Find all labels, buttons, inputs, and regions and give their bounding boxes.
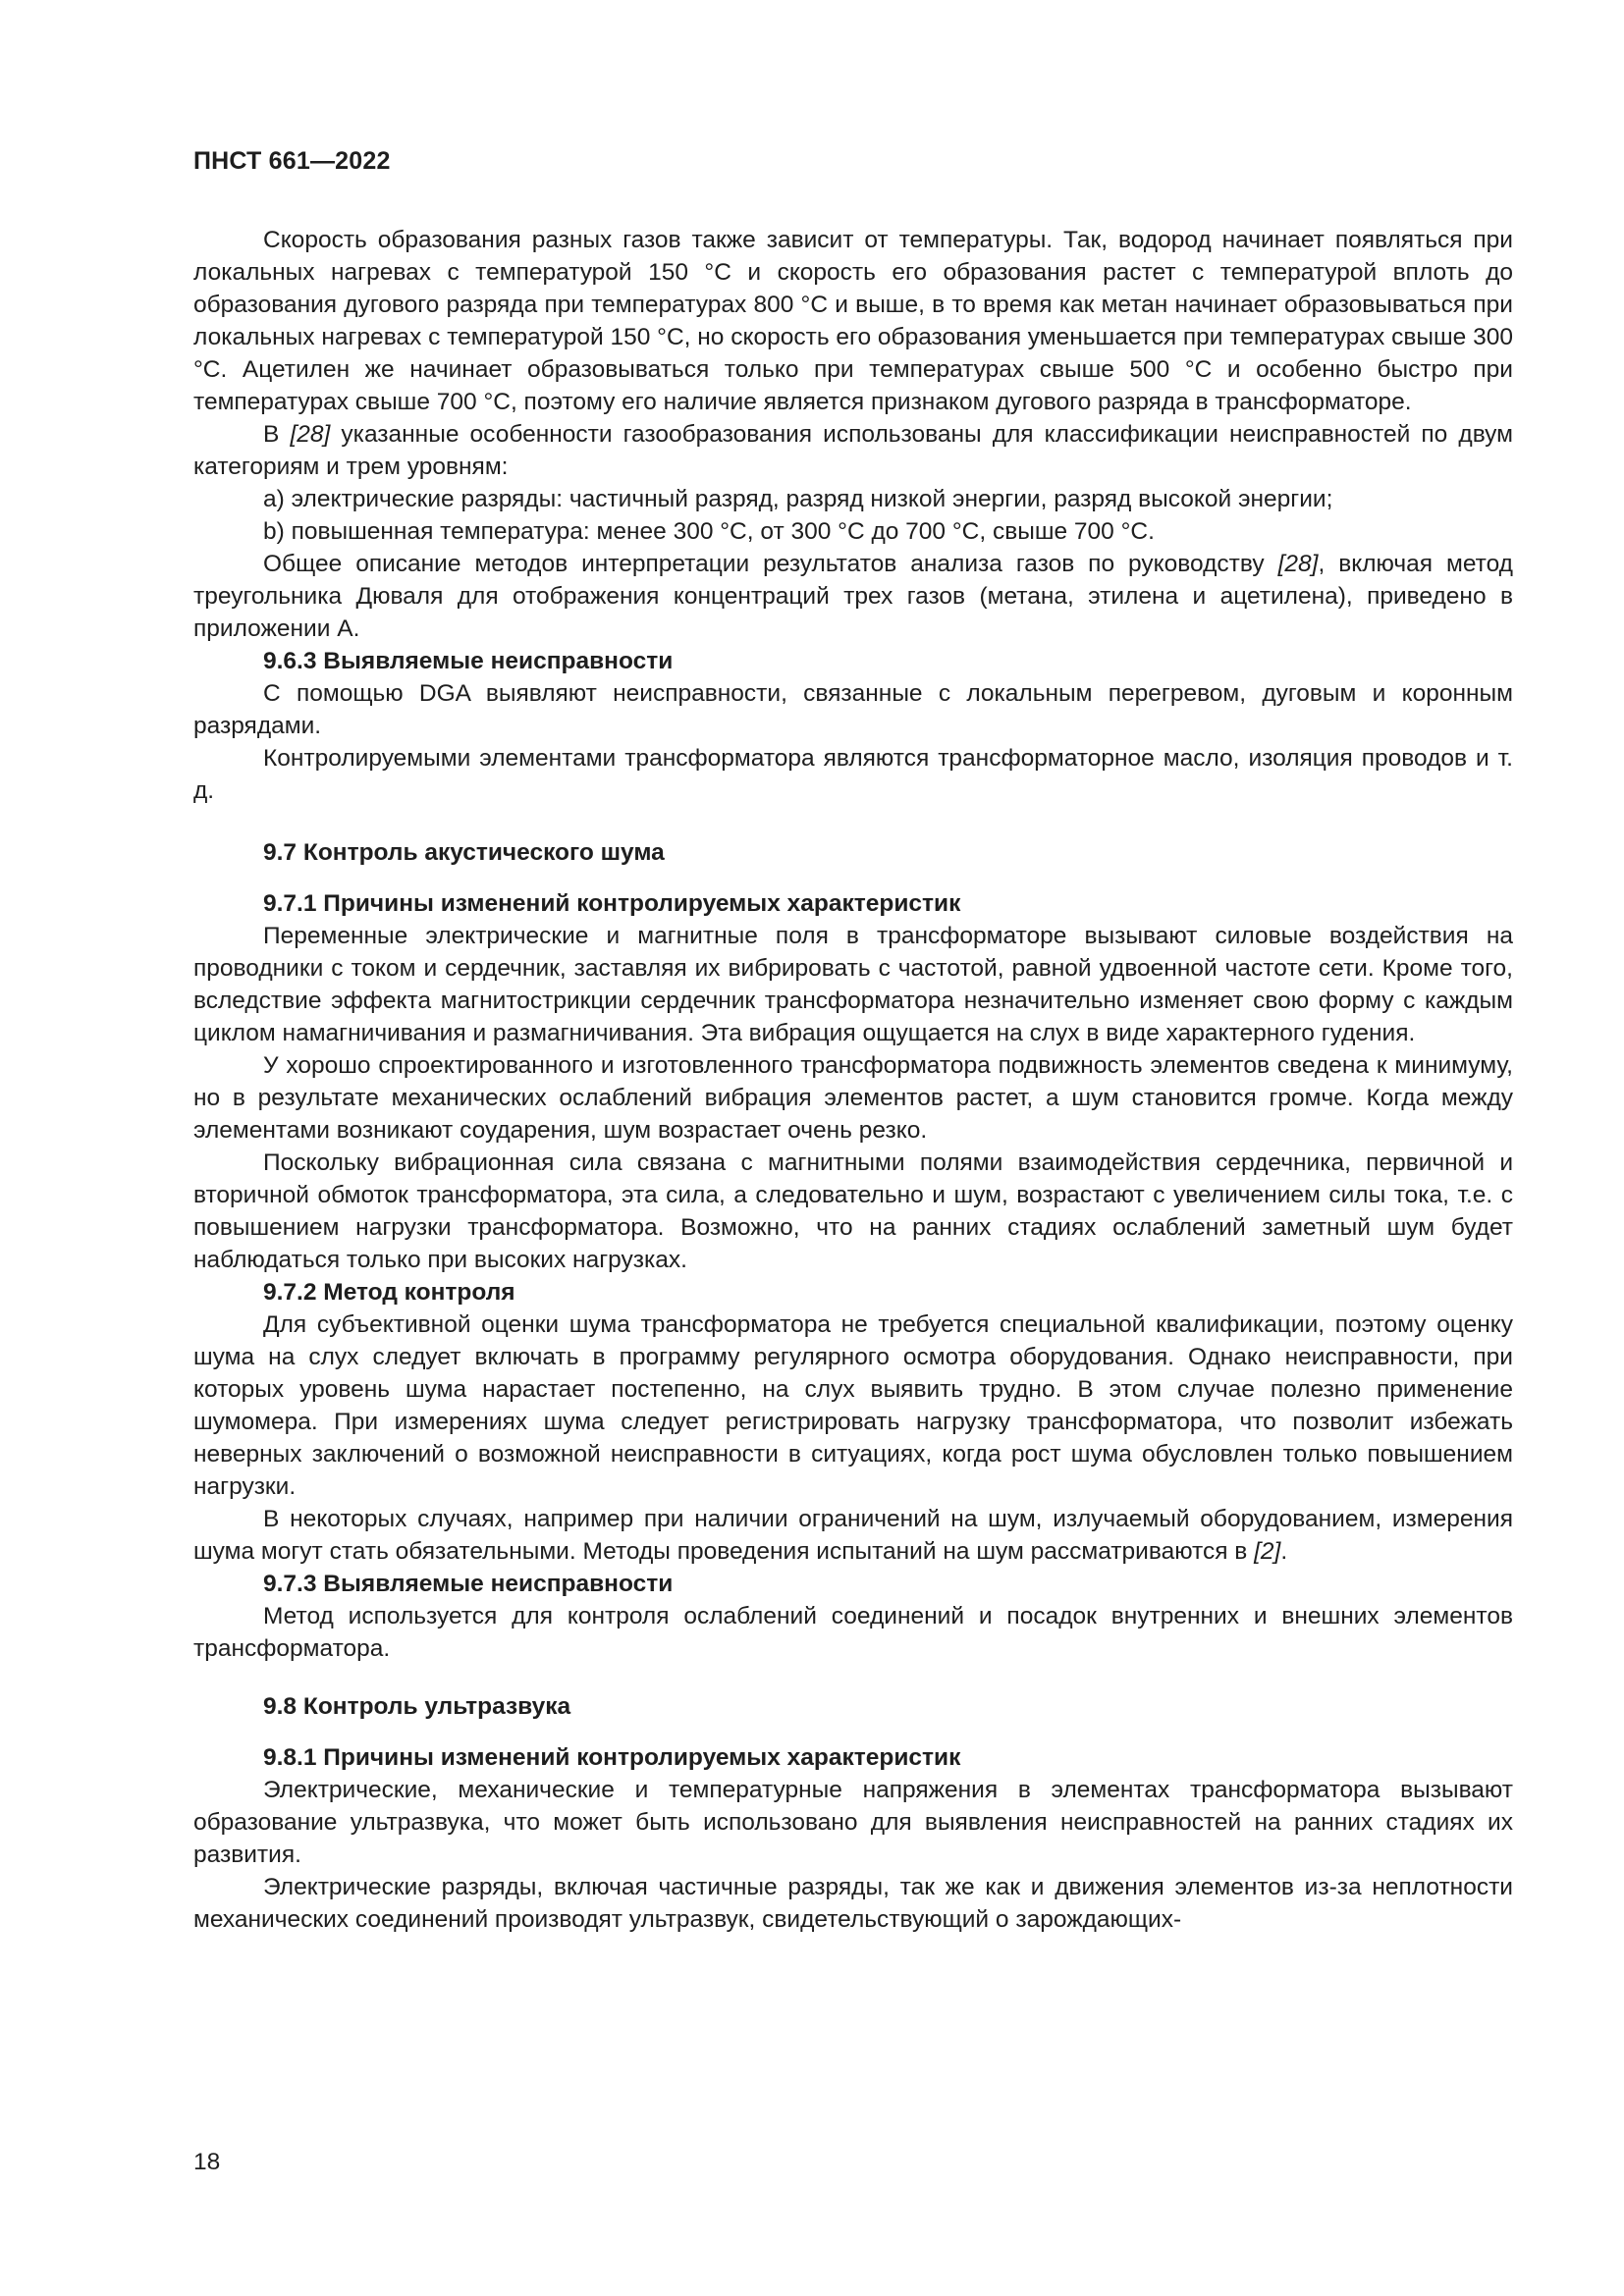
paragraph-method-usage: Метод используется для контроля ослаблений соединений и посадок внутренних и внешних элементов трансформатора.: [193, 1603, 1513, 1662]
reference-link-28: [28]: [1277, 551, 1319, 577]
paragraph-mandatory-noise-measurement: [193, 1503, 1513, 1568]
paragraph-vibration-causes: Переменные электрические и магнитные поля в трансформаторе вызывают силовые воздействия на проводники с током и сердечник, заставляя их вибрировать с частотой, равной удвоенной частоте сети. Кроме того, вследствие эффекта магнитострикции сердечник трансформатора незначительно изменяет свою форму с каждым циклом намагничивания и размагничивания. Эта вибрация ощущается на слух в виде характерного гудения.: [193, 923, 1513, 1046]
paragraph-well-designed-transformer: У хорошо спроектированного и изготовленного трансформатора подвижность элементов сведена к минимуму, но в результате механических ослаблений вибрация элементов растет, а шум становится громче. Когда между элементами возникают соударения, шум возрастает очень резко.: [193, 1052, 1513, 1144]
reference-link-2: [2]: [1254, 1538, 1281, 1565]
heading-9-7-2: 9.7.2 Метод контроля: [263, 1279, 515, 1306]
text-segment: В некоторых случаях, например при наличии ограничений на шум, излучаемый оборудованием, измерения шума могут стать обязательными. Методы проведения испытаний на шум рассматриваются в: [193, 1506, 1513, 1565]
text-segment: .: [1280, 1538, 1288, 1565]
paragraph-ultrasound-stresses: Электрические, механические и температурные напряжения в элементах трансформатора вызывают образование ультразвука, что может быть использовано для выявления неисправностей на ранних стадиях их развития.: [193, 1777, 1513, 1868]
paragraph-vibration-force: Поскольку вибрационная сила связана с магнитными полями взаимодействия сердечника, первичной и вторичной обмоток трансформатора, эта сила, а следовательно и шум, возрастают с увеличением силы тока, т.е. с повышением нагрузки трансформатора. Возможно, что на ранних стадиях ослаблений заметный шум будет наблюдаться только при высоких нагрузках.: [193, 1149, 1513, 1273]
paragraph-controlled-elements: Контролируемыми элементами трансформатора являются трансформаторное масло, изоляция проводов и т. д.: [193, 745, 1513, 804]
heading-9-7-1: 9.7.1 Причины изменений контролируемых характеристик: [263, 890, 961, 917]
text-segment: указанные особенности газообразования использованы для классификации неисправностей по двум категориям и трем уровням:: [193, 421, 1513, 480]
paragraph-fault-classification: [193, 418, 1513, 483]
text-segment: Общее описание методов интерпретации результатов анализа газов по руководству: [263, 551, 1278, 577]
document-body: [193, 224, 1513, 1936]
paragraph-gas-formation-temperature: Скорость образования разных газов также зависит от температуры. Так, водород начинает появляться при локальных нагревах с температурой 150 °С и скорость его образования растет с температурой вплоть до образования дугового разряда при температурах 800 °С и выше, в то время как метан начинает образовываться при локальных нагревах с температурой 150 °С, но скорость его образования уменьшается при температурах свыше 300 °С. Ацетилен же начинает образовываться только при температурах свыше 500 °С и особенно быстро при температурах свыше 700 °С, поэтому его наличие является признаком дугового разряда в трансформаторе.: [193, 227, 1513, 415]
heading-9-7: 9.7 Контроль акустического шума: [263, 839, 665, 866]
heading-9-8-1: 9.8.1 Причины изменений контролируемых характеристик: [263, 1744, 961, 1771]
reference-link-28: [28]: [290, 421, 331, 448]
paragraph-electrical-discharges-ultrasound: Электрические разряды, включая частичные разряды, так же как и движения элементов из-за неплотности механических соединений производят ультразвук, свидетельствующий о зарождающих-: [193, 1874, 1513, 1933]
paragraph-dga-faults: С помощью DGA выявляют неисправности, связанные с локальным перегревом, дуговым и коронным разрядами.: [193, 680, 1513, 739]
text-segment: , включая метод треугольника Дюваля для отображения концентраций трех газов (метана, этилена и ацетилена), приведено в приложении А.: [193, 551, 1513, 642]
paragraph-subjective-noise-assessment: Для субъективной оценки шума трансформатора не требуется специальной квалификации, поэтому оценку шума на слух следует включать в программу регулярного осмотра оборудования. Однако неисправности, при которых уровень шума нарастает постепенно, на слух выявить трудно. В этом случае полезно применение шумомера. При измерениях шума следует регистрировать нагрузку трансформатора, что позволит избежать неверных заключений о возможной неисправности в ситуациях, когда рост шума обусловлен только повышением нагрузки.: [193, 1311, 1513, 1500]
heading-9-6-3: 9.6.3 Выявляемые неисправности: [263, 648, 674, 674]
list-item-b: b) повышенная температура: менее 300 °С, от 300 °С до 700 °С, свыше 700 °С.: [263, 518, 1155, 545]
heading-9-7-3: 9.7.3 Выявляемые неисправности: [263, 1571, 674, 1597]
text-segment: В: [263, 421, 291, 448]
heading-9-8: 9.8 Контроль ультразвука: [263, 1693, 571, 1720]
page-number: 18: [193, 2149, 221, 2175]
document-code-header: ПНСТ 661—2022: [193, 147, 391, 175]
list-item-a: a) электрические разряды: частичный разряд, разряд низкой энергии, разряд высокой энергии;: [263, 486, 1333, 512]
paragraph-interpretation-methods: [193, 548, 1513, 645]
